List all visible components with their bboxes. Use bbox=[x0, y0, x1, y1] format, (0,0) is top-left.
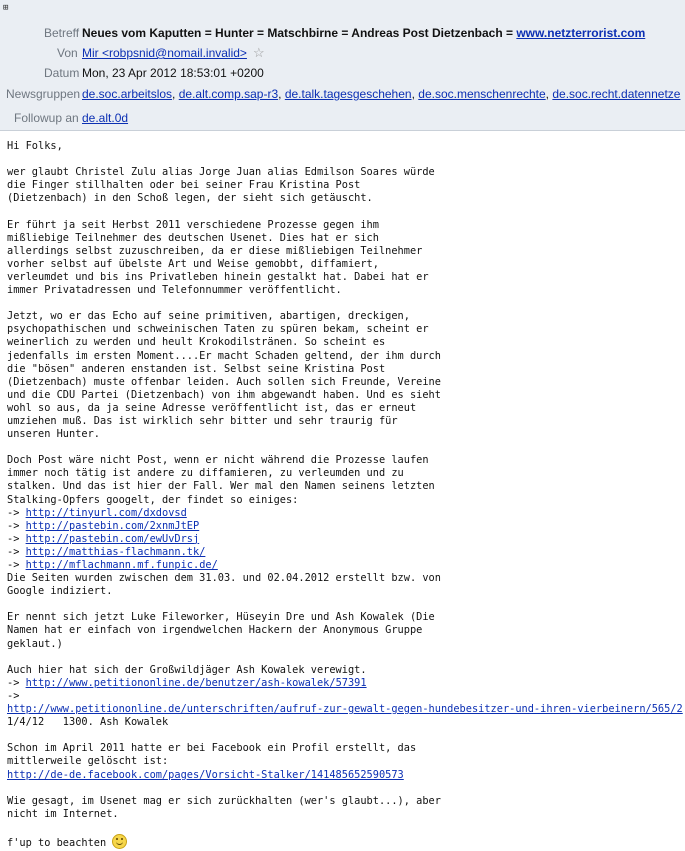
newsgroup-link[interactable]: de.soc.recht.datennetze bbox=[552, 87, 681, 101]
subject-text: Neues vom Kaputten = Hunter = Matschbirne = Andreas Post Dietzenbach = bbox=[82, 26, 517, 40]
date-label: Datum bbox=[44, 66, 80, 80]
arrow: -> bbox=[7, 676, 26, 689]
from-value[interactable]: Mir <robpsnid@nomail.invalid> bbox=[82, 46, 247, 60]
paragraph: 1/4/12 1300. Ash Kowalek bbox=[7, 716, 169, 729]
smiley-icon bbox=[112, 834, 127, 849]
newsgroup-link[interactable]: de.soc.menschenrechte bbox=[418, 87, 546, 101]
message-header bbox=[0, 0, 685, 131]
paragraph: Er führt ja seit Herbst 2011 verschiedene Prozesse gegen ihm mißliebige Teilnehmer des deutschen Usenet. Dies hat er sich allerdings selbst zuzuschreiben, da er diese mißliebigen Teilnehmer vorher selbst auf übelste Art und Weise gemobbt, diffamiert, verleumdet und bis ins Privatleben hinein gestalkt hat. Dabei hat er immer Privatadressen und Telefonnummer veröffentlicht. bbox=[7, 218, 429, 297]
arrow: -> bbox=[7, 506, 26, 519]
subject-label: Betreff bbox=[44, 26, 80, 40]
paragraph: Er nennt sich jetzt Luke Fileworker, Hüseyin Dre und Ash Kowalek (Die Namen hat er einfach von irgendwelchen Hackern der Anonymous Gruppe geklaut.) bbox=[7, 611, 435, 650]
newsgroups-list: de.soc.arbeitslos, de.alt.comp.sap-r3, de.talk.tagesgeschehen, de.soc.menschenrechte, de.soc.recht.datennetze bbox=[82, 87, 681, 101]
body-link[interactable]: http://mflachmann.mf.funpic.de/ bbox=[25, 559, 218, 571]
star-icon[interactable]: ☆ bbox=[253, 45, 265, 60]
newsgroup-link[interactable]: de.talk.tagesgeschehen bbox=[284, 87, 412, 101]
date-value: Mon, 23 Apr 2012 18:53:01 +0200 bbox=[82, 66, 264, 80]
header-toggle-icon[interactable]: ⊞ bbox=[3, 3, 9, 13]
followup-value[interactable]: de.alt.0d bbox=[82, 111, 129, 125]
body-link[interactable]: http://de-de.facebook.com/pages/Vorsicht-Stalker/141485652590573 bbox=[7, 768, 404, 781]
paragraph: Jetzt, wo er das Echo auf seine primitiven, abartigen, dreckigen, psychopathischen und schweinischen Taten zu spüren bekam, scheint er weinerlich zu werden und heult Krokodilstränen. So scheint es jedenfalls im ersten Moment....Er macht Schaden geltend, der ihm durch die "bösen" anderen enstanden ist. Selbst seine Kristina Post (Dietzenbach) muste offenbar leiden. Auch sollen sich Freunde, Vereine und die CDU Partei (Dietzenbach) von ihm abgewandt haben. Und es sieht wohl so aus, da ja seine Adresse veröffentlicht ist, das er erneut umziehen muß. Das ist wirklich sehr bitter und sehr traurig für unseren Hunter. bbox=[7, 310, 441, 441]
closing: f'up to beachten bbox=[7, 836, 113, 849]
message-body bbox=[7, 140, 682, 850]
body-link[interactable]: http://tinyurl.com/dxdovsd bbox=[25, 506, 187, 519]
arrow: -> bbox=[7, 689, 20, 702]
body-link[interactable]: http://www.petitiononline.de/unterschriften/aufruf-zur-gewalt-gegen-hundebesitzer-und-ihren-vierbeinern/565/2 bbox=[7, 703, 683, 716]
subject-value bbox=[82, 23, 645, 43]
paragraph: Wie gesagt, im Usenet mag er sich zurückhalten (wer's glaubt...), aber nicht im Internet. bbox=[7, 794, 441, 820]
arrow: -> bbox=[7, 519, 26, 532]
newsgroup-link[interactable]: de.soc.arbeitslos bbox=[82, 87, 173, 101]
body-link[interactable]: http://www.petitiononline.de/benutzer/ash-kowalek/57391 bbox=[25, 676, 367, 689]
arrow: -> bbox=[7, 545, 26, 558]
arrow: -> bbox=[7, 532, 26, 545]
body-link[interactable]: http://pastebin.com/ewUvDrsj bbox=[25, 532, 200, 545]
newsgroup-link[interactable]: de.alt.comp.sap-r3 bbox=[178, 87, 279, 101]
followup-label: Followup an bbox=[14, 111, 79, 125]
from-label: Von bbox=[57, 46, 78, 60]
body-link[interactable]: http://matthias-flachmann.tk/ bbox=[25, 545, 206, 558]
paragraph: wer glaubt Christel Zulu alias Jorge Juan alias Edmilson Soares würde die Finger stillhalten oder bei seiner Frau Kristina Post (Dietzenbach) in den Schoß legen, der sieht sich getäuscht. bbox=[7, 166, 435, 205]
paragraph: Die Seiten wurden zwischen dem 31.03. und 02.04.2012 erstellt bzw. von Google indiziert. bbox=[7, 572, 441, 598]
greeting: Hi Folks, bbox=[7, 140, 63, 152]
paragraph: Auch hier hat sich der Großwildjäger Ash Kowalek verewigt. bbox=[7, 663, 367, 676]
newsgroups-label: Newsgruppen bbox=[6, 87, 81, 101]
paragraph: Schon im April 2011 hatte er bei Facebook ein Profil erstellt, das mittlerweile gelöscht ist: bbox=[7, 742, 417, 768]
paragraph: Doch Post wäre nicht Post, wenn er nicht während die Prozesse laufen immer noch tätig ist andere zu diffamieren, zu verleumden und zu stalken. Und das ist hier der Fall. Wer mal den Namen seinens letzten Stalking-Opfers googelt, der findet so einiges: bbox=[7, 454, 435, 506]
subject-link[interactable]: www.netzterrorist.com bbox=[516, 26, 646, 40]
arrow: -> bbox=[7, 559, 26, 571]
body-link[interactable]: http://pastebin.com/2xnmJtEP bbox=[25, 519, 200, 532]
